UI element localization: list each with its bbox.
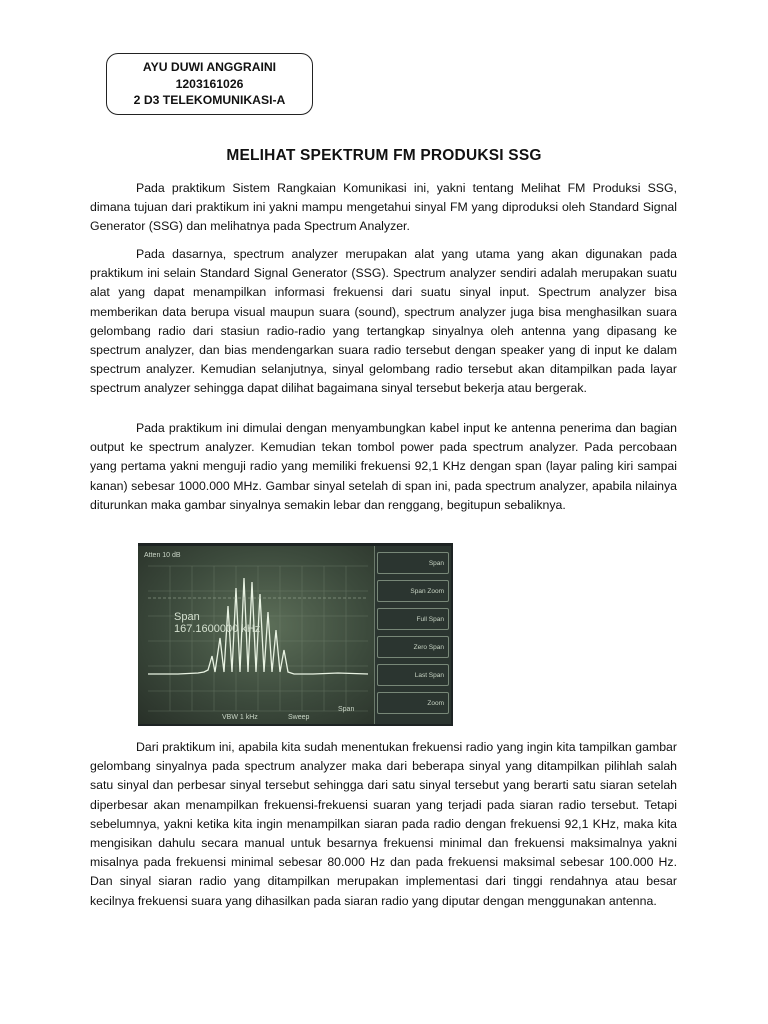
paragraph-procedure: Pada praktikum ini dimulai dengan menyambungkan kabel input ke antenna penerima dan bagian output ke spectrum analyzer. Kemudian tekan tombol power pada spectrum analyzer. Pada percobaan yang pertama yakni menguji radio yang memiliki frekuensi 92,1 KHz dengan span (layar paling kiri sampai kanan) sebesar 1000.000 MHz. Gambar sinyal setelah di span ini, pada spectrum analyzer, apabila nilainya diturunkan maka gambar sinyalnya semakin lebar dan renggang, begitupun sebaliknya. (90, 421, 677, 512)
softkey-span-zoom: Span Zoom (377, 580, 449, 602)
softkey-last-span: Last Span (377, 664, 449, 686)
paragraph-intro: Pada praktikum Sistem Rangkaian Komunikasi ini, yakni tentang Melihat FM Produksi SSG, dimana tujuan dari praktikum ini yakni mampu mengetahui sinyal FM yang diproduksi oleh Standard Signal Generator (SSG) dan melihatnya pada Spectrum Analyzer. (90, 181, 677, 234)
spectrum-trace-graphic (138, 546, 374, 724)
author-info-box (106, 53, 313, 115)
softkey-panel (374, 546, 451, 724)
sweep-readout: Sweep (288, 714, 310, 721)
analyzer-screen (138, 546, 374, 724)
author-class: 2 D3 TELEKOMUNIKASI-A (133, 93, 286, 108)
paragraph-spectrum-analyzer: Pada dasarnya, spectrum analyzer merupakan alat yang utama yang akan digunakan pada praktikum ini selain Standard Signal Generator (SSG). Spectrum analyzer sendiri adalah merupakan suatu alat yang dapat menampilkan informasi frekuensi dari suatu sinyal input. Spectrum analyzer bisa memberikan data berupa visual maupun suara (sound), spectrum analyzer juga bisa menghasilkan suara gelombang radio dari stasiun radio-radio yang tertangkap sinyalnya oleh antenna yang dipasang ke spectrum analyzer, dan bias mendengarkan suara radio tersebut dengan speaker yang di input ke dalam spectrum analyzer. Kemudian selanjutnya, sinyal gelombang radio tersebut akan ditampilkan pada layar spectrum analyzer sehingga dapat dilihat bagaimana sinyal tersebut bekerja atau bergerak. (90, 247, 677, 396)
spectrum-analyzer-photo (138, 543, 453, 726)
softkey-zoom: Zoom (377, 692, 449, 714)
author-name: AYU DUWI ANGGRAINI (142, 60, 277, 75)
span-label: Span (174, 611, 200, 623)
softkey-span: Span (377, 552, 449, 574)
span-bottom-readout: Span (338, 706, 355, 713)
vbw-readout: VBW 1 kHz (222, 714, 258, 721)
softkey-full-span: Full Span (377, 608, 449, 630)
softkey-zero-span: Zero Span (377, 636, 449, 658)
span-value: 167.1600000 kHz (174, 623, 261, 635)
document-title: MELIHAT SPEKTRUM FM PRODUKSI SSG (226, 147, 542, 164)
author-student-id: 1203161026 (175, 76, 244, 91)
atten-readout: Atten 10 dB (144, 552, 181, 559)
paragraph-conclusion: Dari praktikum ini, apabila kita sudah menentukan frekuensi radio yang ingin kita tampilkan gambar gelombang sinyalnya pada spectrum analyzer maka dari beberapa sinyal yang ditampilkan pilihlah salah satu sinyal dan perbesar sinyal tersebut sehingga dari satu sinyal tersebut yang berarti satu siaran setelah diperbesar akan menampilkan frekuensi-frekuensi suaran yang terjadi pada siaran radio tersebut. Tetapi sebelumnya, yakni ketika kita ingin menampilkan siaran pada radio dengan frekuensi 92,1 KHz, maka kita mengisikan dahulu secara manual untuk besarnya frekuensi minimal dan frekuensi maksimalnya yakni misalnya pada frekuensi minimal sebesar 80.000 Hz dan pada frekuensi maksimal sebesar 100.000 Hz. Dan sinyal siaran radio yang ditampilkan merupakan implementasi dari tinggi rendahnya atau besar kecilnya frekuensi suara yang dihasilkan pada siaran radio yang diputar dengan menggunakan antenna. (90, 740, 677, 908)
